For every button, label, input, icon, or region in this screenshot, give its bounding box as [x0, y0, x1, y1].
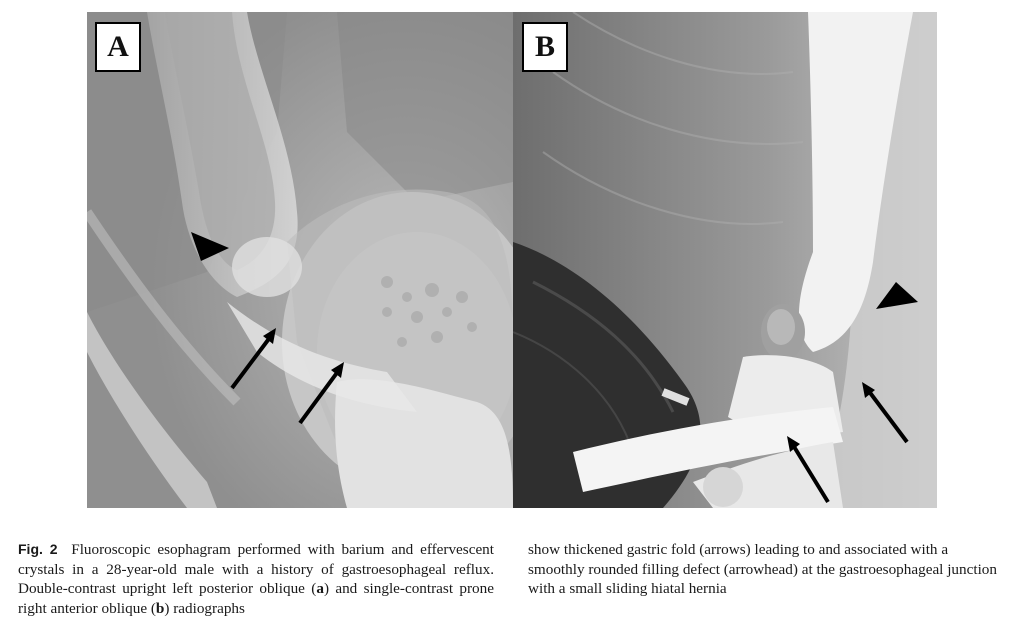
- caption-left-column: [18, 540, 494, 618]
- caption-text-1: Fluoroscopic esophagram performed with barium and effervescent crystals in a 28-year-old male with a history of gastroesophageal reflux. Double-contrast upright left posterior oblique (: [18, 541, 494, 597]
- caption-text-2: ) and single-contrast prone right anterior oblique (: [18, 580, 494, 617]
- caption-ref-a: a: [316, 580, 324, 597]
- panel-b-annotations: [513, 12, 937, 508]
- figure-image: [87, 12, 937, 508]
- arrow-icon: [862, 382, 907, 442]
- arrow-icon: [300, 362, 344, 423]
- caption-text-right: show thickened gastric fold (arrows) leading to and associated with a smoothly rounded filling defect (arrowhead) at the gastroesophageal junction with a small sliding hiatal hernia: [528, 541, 997, 597]
- panel-a-annotations: [87, 12, 513, 508]
- panel-label-b: B: [522, 22, 568, 72]
- panel-b: [513, 12, 937, 508]
- figure-label: Fig. 2: [18, 541, 58, 557]
- arrow-icon: [787, 436, 828, 502]
- panel-a: [87, 12, 513, 508]
- panel-label-a: A: [95, 22, 141, 72]
- arrowhead-icon: [876, 282, 918, 309]
- arrow-icon: [232, 328, 276, 388]
- caption-text-3: ) radiographs: [164, 599, 245, 617]
- caption-ref-b: b: [155, 599, 165, 617]
- caption-right-column: [528, 540, 1005, 599]
- arrowhead-icon: [191, 232, 229, 261]
